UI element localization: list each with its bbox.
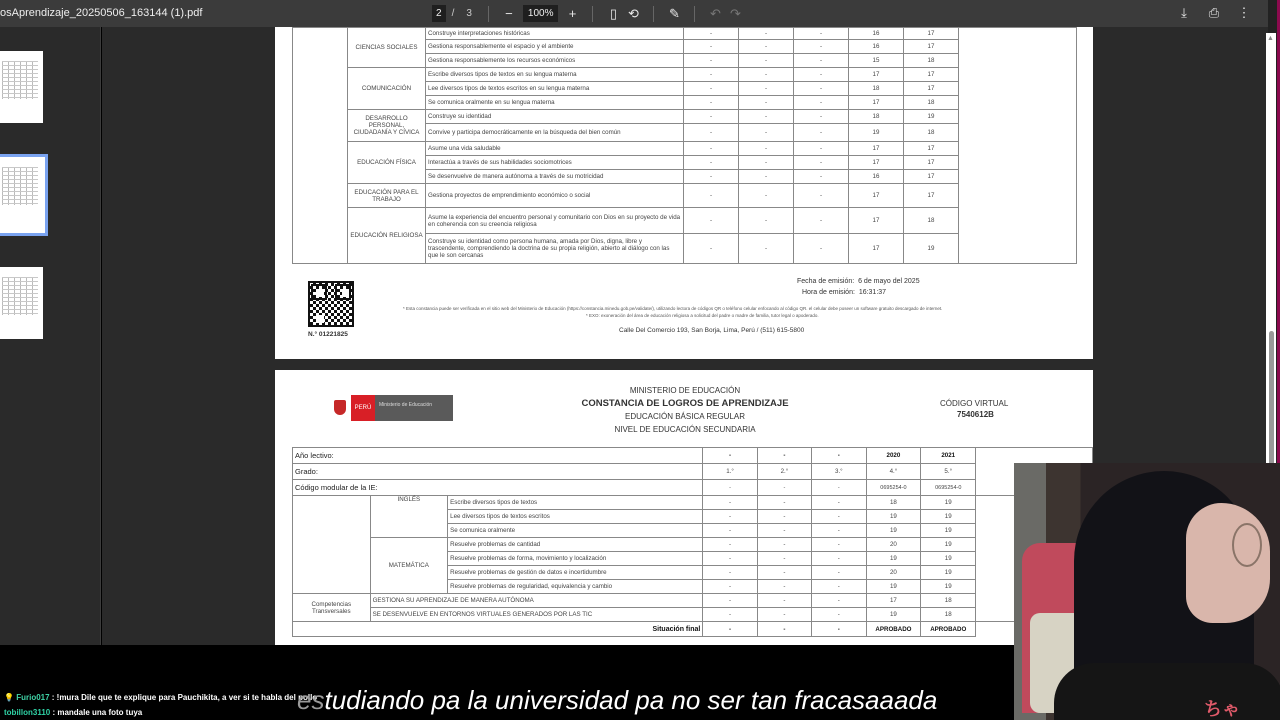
grade-value: -	[684, 234, 739, 264]
grade-value: -	[794, 40, 849, 54]
zoom-out-button[interactable]: −	[505, 5, 513, 21]
stream-caption	[297, 685, 937, 716]
grade-value: -	[703, 594, 757, 608]
grade-value: 16	[849, 28, 904, 40]
grade-value: -	[739, 142, 794, 156]
grade-row	[293, 28, 1077, 40]
grade-value: 20	[866, 566, 921, 580]
competency: Lee diversos tipos de textos escritos en su lengua materna	[426, 82, 684, 96]
header-value: -	[812, 448, 866, 464]
area-name: INGLÉS	[370, 496, 448, 538]
grade-value: 17	[866, 594, 921, 608]
grade-value: 17	[849, 184, 904, 208]
area-name: MATEMÁTICA	[370, 538, 448, 594]
grade-value: -	[684, 82, 739, 96]
final-status: APROBADO	[866, 622, 921, 637]
chat-message	[4, 705, 317, 720]
grade-value: -	[739, 170, 794, 184]
codigo-virtual-value: 7540612B	[957, 410, 994, 419]
area-name: COMUNICACIÓN	[348, 68, 426, 110]
grade-value: 17	[849, 234, 904, 264]
grade-value: -	[812, 608, 866, 622]
grade-value: -	[812, 552, 866, 566]
thumbnail-content	[2, 167, 38, 205]
grade-value: -	[739, 68, 794, 82]
competency: Se desenvuelve de manera autónoma a través de su motricidad	[426, 170, 684, 184]
grade-value: -	[739, 96, 794, 110]
competency: Construye su identidad	[426, 110, 684, 124]
grade-value: -	[684, 142, 739, 156]
area-name: CIENCIAS SOCIALES	[348, 28, 426, 68]
fit-page-icon[interactable]: ▯	[609, 5, 618, 21]
grade-value: -	[812, 538, 866, 552]
transversal-row	[293, 594, 1093, 608]
webcam-feed	[1014, 463, 1280, 720]
grade-value: -	[794, 28, 849, 40]
page-thumbnail-1[interactable]	[0, 51, 43, 123]
webcam-shirt	[1054, 663, 1280, 720]
document-heading: CONSTANCIA DE LOGROS DE APRENDIZAJE	[581, 398, 789, 409]
header-value: 0695254-0	[921, 480, 976, 496]
codigo-virtual-label: CÓDIGO VIRTUAL	[940, 399, 1009, 408]
area-name: DESARROLLO PERSONAL, CIUDADANÍA Y CÍVICA	[348, 110, 426, 142]
exo-note: * EXO: exoneración del área de educación religiosa a solicitud del padre o madre de familia, tutor legal o apoderado.	[586, 313, 819, 318]
header-row	[293, 464, 1093, 480]
header-label: Código modular de la IE:	[293, 480, 703, 496]
grades-table-p3	[292, 447, 1093, 637]
subtitle-nivel: NIVEL DE EDUCACIÓN SECUNDARIA	[614, 425, 756, 434]
observations-cell	[959, 28, 1077, 264]
competency: Resuelve problemas de regularidad, equivalencia y cambio	[448, 580, 703, 594]
header-value: -	[703, 480, 757, 496]
area-name: EDUCACIÓN PARA EL TRABAJO	[348, 184, 426, 208]
competency: Resuelve problemas de cantidad	[448, 538, 703, 552]
grade-value: 19	[866, 524, 921, 538]
grade-value: -	[812, 566, 866, 580]
grade-value: -	[739, 184, 794, 208]
grade-value: -	[794, 170, 849, 184]
competency: Gestiona proyectos de emprendimiento económico o social	[426, 184, 684, 208]
grade-value: -	[684, 208, 739, 234]
verification-note: * Esta constancia puede ser verificada en el sitio web del Ministerio de Educación (https://constancia.minedu.gob.pe/validate/), utilizando lectora de códigos QR o teléfono celular enfocando al código QR. el celular debe poseer un software gratuito descargado de internet.	[403, 306, 943, 311]
fecha-label: Fecha de emisión:	[797, 278, 855, 285]
header-value: -	[757, 448, 811, 464]
grade-value: 16	[849, 170, 904, 184]
undo-icon[interactable]: ↶	[710, 5, 721, 21]
toolbar-actions	[1174, 4, 1254, 22]
grade-value: -	[812, 594, 866, 608]
grade-value: -	[794, 124, 849, 142]
header-row	[293, 480, 1093, 496]
competency: Construye su identidad como persona humana, amada por Dios, digna, libre y trascendente, comprendiendo la doctrina de su propia religión, abierto al diálogo con las que le son cercanas	[426, 234, 684, 264]
competency: Asume la experiencia del encuentro personal y comunitario con Dios en su proyecto de vida en coherencia con su creencia religiosa	[426, 208, 684, 234]
competency: GESTIONA SU APRENDIZAJE DE MANERA AUTÓNOMA	[370, 594, 703, 608]
address: Calle Del Comercio 193, San Borja, Lima, Perú / (511) 615-5800	[619, 327, 805, 334]
grade-value: 18	[921, 608, 976, 622]
logo-country: PERÚ	[351, 395, 375, 421]
header-value: 2020	[866, 448, 921, 464]
competency: Interactúa a través de sus habilidades sociomotrices	[426, 156, 684, 170]
grade-value: -	[684, 54, 739, 68]
final-status: -	[703, 622, 757, 637]
grade-value: 18	[904, 208, 959, 234]
grade-value: -	[684, 170, 739, 184]
header-value: -	[812, 480, 866, 496]
print-icon[interactable]: ⎙	[1208, 5, 1220, 20]
grade-value: 17	[849, 68, 904, 82]
competency: Escribe diversos tipos de textos	[448, 496, 703, 510]
grade-value: 20	[866, 538, 921, 552]
grade-value: -	[757, 524, 811, 538]
toolbar-divider	[592, 6, 593, 22]
grade-value: 18	[849, 82, 904, 96]
grade-value: -	[794, 110, 849, 124]
grade-value: -	[739, 82, 794, 96]
grade-value: 19	[904, 110, 959, 124]
webcam-person-face	[1186, 503, 1270, 623]
grade-value: -	[794, 82, 849, 96]
grade-value: -	[757, 510, 811, 524]
grade-value: -	[812, 580, 866, 594]
toolbar-divider	[694, 6, 695, 22]
header-row	[293, 448, 1093, 464]
grade-value: 17	[904, 156, 959, 170]
grade-value: 18	[904, 54, 959, 68]
header-label: Año lectivo:	[293, 448, 703, 464]
grade-value: 19	[866, 608, 921, 622]
grade-value: -	[739, 110, 794, 124]
grade-value: -	[812, 524, 866, 538]
grade-value: 19	[921, 538, 976, 552]
page-separator: /	[451, 8, 455, 19]
fecha-emision	[797, 278, 920, 285]
grade-value: -	[684, 110, 739, 124]
grade-value: -	[684, 28, 739, 40]
grade-value: -	[812, 510, 866, 524]
header-value: 2.°	[757, 464, 811, 480]
pdf-toolbar	[0, 0, 1268, 27]
grade-value: -	[684, 96, 739, 110]
grade-value: 17	[904, 68, 959, 82]
transversal-label: Competencias Transversales	[293, 594, 371, 622]
subtitle-ebr: EDUCACIÓN BÁSICA REGULAR	[624, 412, 746, 421]
minedu-logo	[329, 395, 453, 421]
grade-value: 19	[866, 552, 921, 566]
grade-value: 19	[904, 234, 959, 264]
grade-value: -	[794, 68, 849, 82]
chat-box	[4, 690, 317, 720]
grade-value: -	[794, 96, 849, 110]
grade-value: -	[757, 580, 811, 594]
area-name: EDUCACIÓN RELIGIOSA	[348, 208, 426, 264]
thumbnail-content	[2, 277, 38, 315]
blank-cell	[293, 28, 348, 264]
toolbar-divider	[488, 6, 489, 22]
grade-value: 18	[904, 96, 959, 110]
annotate-icon[interactable]: ✎	[669, 5, 680, 21]
grade-value: -	[757, 594, 811, 608]
grade-value: -	[794, 156, 849, 170]
grade-value: 17	[849, 96, 904, 110]
grade-row	[293, 538, 1093, 552]
grade-value: -	[703, 538, 757, 552]
grade-value: 18	[904, 124, 959, 142]
pdf-page-2	[275, 27, 1093, 359]
chat-separator: :	[50, 708, 58, 717]
grade-value: 18	[849, 110, 904, 124]
fecha-value: 6 de mayo del 2025	[858, 278, 920, 285]
header-value: -	[703, 448, 757, 464]
grade-value: -	[684, 184, 739, 208]
transversal-row	[293, 608, 1093, 622]
rotate-icon[interactable]: ⟲	[628, 5, 639, 21]
redo-icon[interactable]: ↷	[730, 5, 741, 21]
toolbar-controls	[432, 4, 745, 23]
competency: Resuelve problemas de forma, movimiento y localización	[448, 552, 703, 566]
lightbulb-badge-icon: 💡	[4, 693, 14, 702]
grade-value: -	[703, 510, 757, 524]
grade-value: -	[757, 566, 811, 580]
grade-value: -	[757, 538, 811, 552]
grade-value: 19	[921, 524, 976, 538]
grade-value: -	[703, 496, 757, 510]
competency: Lee diversos tipos de textos escritos	[448, 510, 703, 524]
grade-value: 19	[921, 580, 976, 594]
thumbnail-content	[2, 61, 38, 99]
grade-value: 19	[921, 510, 976, 524]
peru-shield-icon	[329, 395, 351, 421]
grade-value: -	[739, 40, 794, 54]
chat-username: tobillon3110	[4, 708, 51, 717]
grade-value: -	[684, 68, 739, 82]
scroll-up-arrow-icon[interactable]: ▲	[1267, 35, 1274, 42]
grade-value: -	[794, 142, 849, 156]
competency: Gestiona responsablemente los recursos económicos	[426, 54, 684, 68]
grade-value: 17	[904, 28, 959, 40]
competency: Construye interpretaciones históricas	[426, 28, 684, 40]
chat-separator: :	[49, 693, 57, 702]
header-value: 1.°	[703, 464, 757, 480]
caption-text: tudiando pa la universidad pa no ser tan fracasaaada	[324, 685, 938, 715]
toolbar-divider	[653, 6, 654, 22]
hora-emision	[802, 289, 886, 296]
grade-value: 19	[866, 510, 921, 524]
area-name: EDUCACIÓN FÍSICA	[348, 142, 426, 184]
hora-label: Hora de emisión:	[802, 289, 855, 296]
grade-value: 17	[849, 142, 904, 156]
grade-value: -	[703, 580, 757, 594]
grade-value: -	[739, 28, 794, 40]
grade-row	[293, 496, 1093, 510]
competency: Escribe diversos tipos de textos en su lengua materna	[426, 68, 684, 82]
grade-value: 15	[849, 54, 904, 68]
final-status: APROBADO	[921, 622, 976, 637]
chat-username: Furio017	[16, 693, 50, 702]
page-thumbnail-3[interactable]	[0, 267, 43, 339]
competency: Resuelve problemas de gestión de datos e incertidumbre	[448, 566, 703, 580]
zoom-level-input[interactable]: 100%	[523, 5, 559, 22]
chat-text: mandale una foto tuya	[57, 708, 143, 717]
final-label: Situación final	[293, 622, 703, 637]
more-options-icon[interactable]: ⋮	[1237, 5, 1251, 20]
grade-value: -	[703, 552, 757, 566]
page-number-input[interactable]: 2	[432, 5, 446, 22]
header-value: 2021	[921, 448, 976, 464]
competency: Se comunica oralmente	[448, 524, 703, 538]
competency: Se comunica oralmente en su lengua materna	[426, 96, 684, 110]
grade-value: 17	[904, 184, 959, 208]
final-status: -	[757, 622, 811, 637]
competency: SE DESENVUELVE EN ENTORNOS VIRTUALES GENERADOS POR LAS TIC	[370, 608, 703, 622]
grade-value: -	[794, 54, 849, 68]
grades-table	[292, 27, 1077, 264]
grade-value: -	[703, 524, 757, 538]
header-value: 5.°	[921, 464, 976, 480]
grade-value: -	[794, 234, 849, 264]
grade-value: -	[794, 184, 849, 208]
grade-value: 18	[921, 594, 976, 608]
grade-value: -	[684, 124, 739, 142]
grade-value: 16	[849, 40, 904, 54]
thumbnail-sidebar	[0, 27, 101, 645]
qr-number: N.° 01221825	[308, 331, 348, 338]
grade-value: 17	[904, 170, 959, 184]
header-value: 4.°	[866, 464, 921, 480]
hora-value: 16:31:37	[858, 289, 887, 296]
grade-value: 17	[849, 156, 904, 170]
grade-value: -	[757, 608, 811, 622]
header-label: Grado:	[293, 464, 703, 480]
grade-value: -	[739, 208, 794, 234]
webcam-shirt-print: ちゃ	[1204, 699, 1240, 719]
grade-value: -	[684, 40, 739, 54]
grade-value: -	[684, 156, 739, 170]
final-status: -	[812, 622, 866, 637]
grade-value: -	[757, 552, 811, 566]
final-row	[293, 622, 1093, 637]
total-pages: 3	[466, 8, 472, 19]
logo-ministry: Ministerio de Educación	[375, 395, 453, 421]
grade-value: 19	[921, 566, 976, 580]
grade-value: -	[812, 496, 866, 510]
competency: Convive y participa democráticamente en la búsqueda del bien común	[426, 124, 684, 142]
header-value: 0695254-0	[866, 480, 921, 496]
page-thumbnail-2[interactable]	[0, 157, 45, 233]
blank-cell	[293, 496, 371, 594]
grade-value: 17	[904, 40, 959, 54]
grade-value: 17	[904, 142, 959, 156]
grade-value: -	[739, 124, 794, 142]
qr-code	[308, 281, 354, 327]
competency: Gestiona responsablemente el espacio y el ambiente	[426, 40, 684, 54]
grade-value: -	[757, 496, 811, 510]
caption-faded: es	[297, 685, 325, 715]
grade-value: -	[739, 234, 794, 264]
pdf-page-3	[275, 370, 1093, 645]
grade-value: 19	[921, 496, 976, 510]
grade-value: 17	[849, 208, 904, 234]
grade-value: 19	[849, 124, 904, 142]
grade-value: 17	[904, 82, 959, 96]
zoom-in-button[interactable]: +	[568, 5, 577, 21]
grade-value: -	[794, 208, 849, 234]
header-value: -	[757, 480, 811, 496]
grade-value: -	[703, 566, 757, 580]
grade-value: 19	[866, 580, 921, 594]
download-icon[interactable]: ⤓	[1181, 5, 1187, 20]
chat-message	[4, 690, 317, 705]
chat-text: !mura Dile que te explique para Pauchikita, a ver si te habla del pollo	[56, 693, 318, 702]
ministry-heading: MINISTERIO DE EDUCACIÓN	[629, 386, 741, 395]
competency: Asume una vida saludable	[426, 142, 684, 156]
document-title: osAprendizaje_20250506_163144 (1).pdf	[0, 7, 203, 19]
webcam-glasses	[1232, 523, 1262, 567]
grade-value: -	[739, 156, 794, 170]
grade-value: 18	[866, 496, 921, 510]
header-value: 3.°	[812, 464, 866, 480]
grade-value: -	[739, 54, 794, 68]
grade-value: 19	[921, 552, 976, 566]
grade-value: -	[703, 608, 757, 622]
